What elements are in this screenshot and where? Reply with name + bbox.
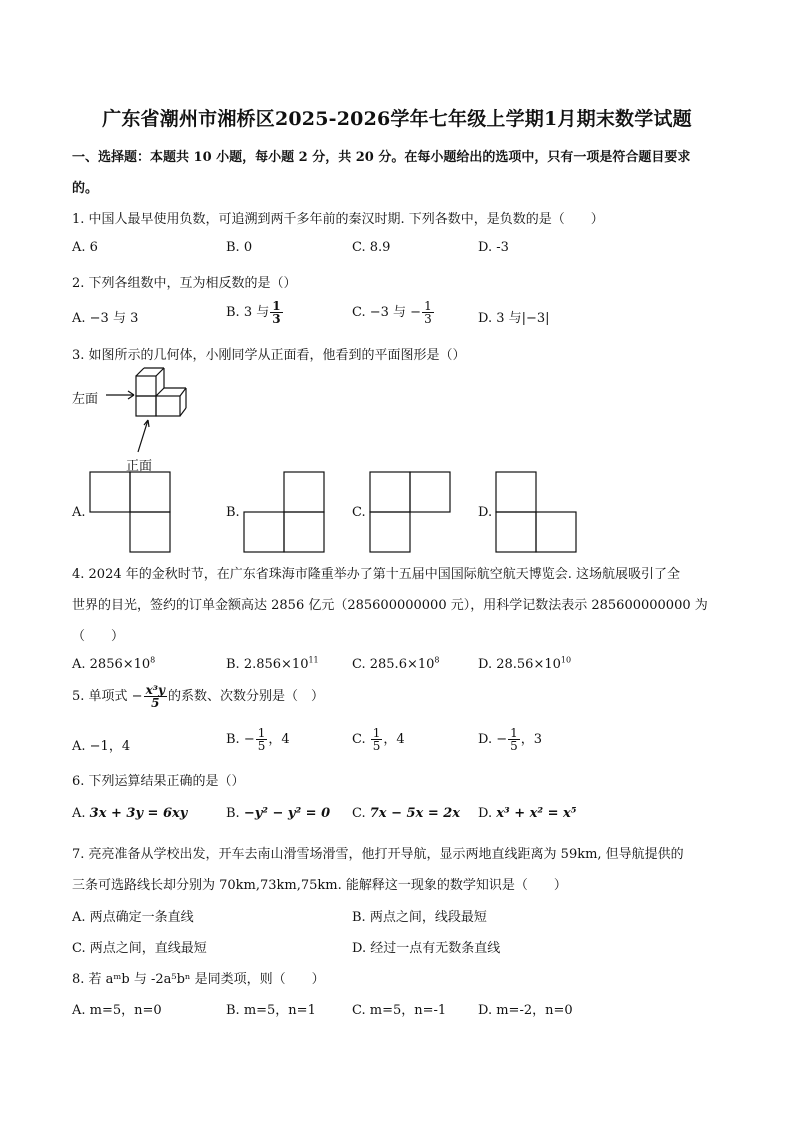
question-7-option-b: B. 两点之间，线段最短 — [352, 910, 487, 925]
question-2-option-d: D. 3 与|−3| — [478, 311, 550, 326]
question-5-option-d: D. − $\frac{1}{5}$ ，3 — [478, 726, 543, 753]
front-view-label: 正面 — [126, 459, 153, 474]
question-3-option-c: C. — [352, 505, 366, 520]
question-7-option-d: D. 经过一点有无数条直线 — [352, 941, 501, 956]
question-4-stem-line1: 4. 2024 年的金秋时节，在广东省珠海市隆重举办了第十五届中国国际航空航天博览会. 这场航展吸引了全 — [72, 567, 681, 582]
question-5-option-b: B. − $\frac{1}{5}$ ，4 — [226, 726, 290, 753]
question-4-stem-line3: （ ） — [72, 629, 125, 644]
question-7-stem-line1: 7. 亮亮准备从学校出发，开车去南山滑雪场滑雪，他打开导航，显示两地直线距离为 59km, 但导航提供的 — [72, 847, 684, 862]
question-8-option-c: C. m=5，n=-1 — [352, 1003, 447, 1018]
question-7-option-c: C. 两点之间，直线最短 — [72, 941, 207, 956]
question-5-stem: 5. 单项式 − $\frac{\text{x³y}}{5}$ 的系数、次数分别是（ ） — [72, 683, 324, 710]
section-heading-cont: 的。 — [72, 181, 99, 196]
question-2-option-b: B. 3 与 $\frac{1}{3}$ — [226, 299, 281, 326]
question-6-option-c: C. 7x − 5x = 2x — [352, 806, 461, 821]
question-7-stem-line2: 三条可选路线长却分别为 70km,73km,75km. 能解释这一现象的数学知识是（ ） — [72, 878, 567, 893]
question-1-option-a: A. 6 — [72, 240, 98, 255]
option-d-figure — [496, 472, 578, 552]
question-2-option-a: A. −3 与 3 — [72, 311, 139, 326]
question-3-stem: 3. 如图所示的几何体，小刚同学从正面看，他看到的平面图形是（） — [72, 348, 466, 363]
solid-figure — [100, 360, 210, 460]
question-5-option-a: A. −1，4 — [72, 739, 131, 754]
question-5-option-c: C. $\frac{1}{5}$ ，4 — [352, 726, 405, 753]
section-heading: 一、选择题：本题共 10 小题，每小题 2 分，共 20 分。在每小题给出的选项中，只有一项是符合题目要求 — [72, 150, 691, 165]
question-6-option-b: B. −y² − y² = 0 — [226, 806, 331, 821]
question-4-option-a: A. $2856\times 10^8$ — [72, 655, 156, 672]
question-2-option-c: C. −3 与 − $\frac{1}{3}$ — [352, 299, 432, 326]
question-1-stem: 1. 中国人最早使用负数，可追溯到两千多年前的秦汉时期. 下列各数中，是负数的是（ ） — [72, 212, 604, 227]
question-4-option-b: B. $2.856\times 10^{11}$ — [226, 655, 319, 672]
question-8-stem: 8. 若 aᵐb 与 -2a⁵bⁿ 是同类项，则（ ） — [72, 972, 325, 987]
question-2-stem: 2. 下列各组数中，互为相反数的是（） — [72, 276, 297, 291]
left-view-label: 左面 — [72, 392, 99, 407]
question-8-option-d: D. m=-2，n=0 — [478, 1003, 573, 1018]
question-1-option-d: D. -3 — [478, 240, 509, 255]
question-6-stem: 6. 下列运算结果正确的是（） — [72, 774, 245, 789]
option-b-figure — [244, 472, 326, 552]
question-8-option-a: A. m=5，n=0 — [72, 1003, 162, 1018]
question-4-option-d: D. $28.56\times 10^{10}$ — [478, 655, 572, 672]
question-3-option-a: A. — [72, 505, 86, 520]
question-4-stem-line2: 世界的目光，签约的订单金额高达 2856 亿元（285600000000 元），用科学记数法表示 285600000000 为 — [72, 598, 708, 613]
question-1-option-b: B. 0 — [226, 240, 253, 255]
option-a-figure — [90, 472, 172, 552]
question-3-option-b: B. — [226, 505, 240, 520]
question-4-option-c: C. $285.6\times 10^8$ — [352, 655, 440, 672]
question-6-option-a: A. 3x + 3y = 6xy — [72, 806, 188, 821]
page-title: 广东省潮州市湘桥区2025-2026学年七年级上学期1月期末数学试题 — [102, 108, 692, 130]
question-1-option-c: C. 8.9 — [352, 240, 391, 255]
question-6-option-d: D. x³ + x² = x⁵ — [478, 806, 577, 821]
option-c-figure — [370, 472, 452, 552]
question-7-option-a: A. 两点确定一条直线 — [72, 910, 194, 925]
question-8-option-b: B. m=5，n=1 — [226, 1003, 316, 1018]
question-3-option-d: D. — [478, 505, 493, 520]
